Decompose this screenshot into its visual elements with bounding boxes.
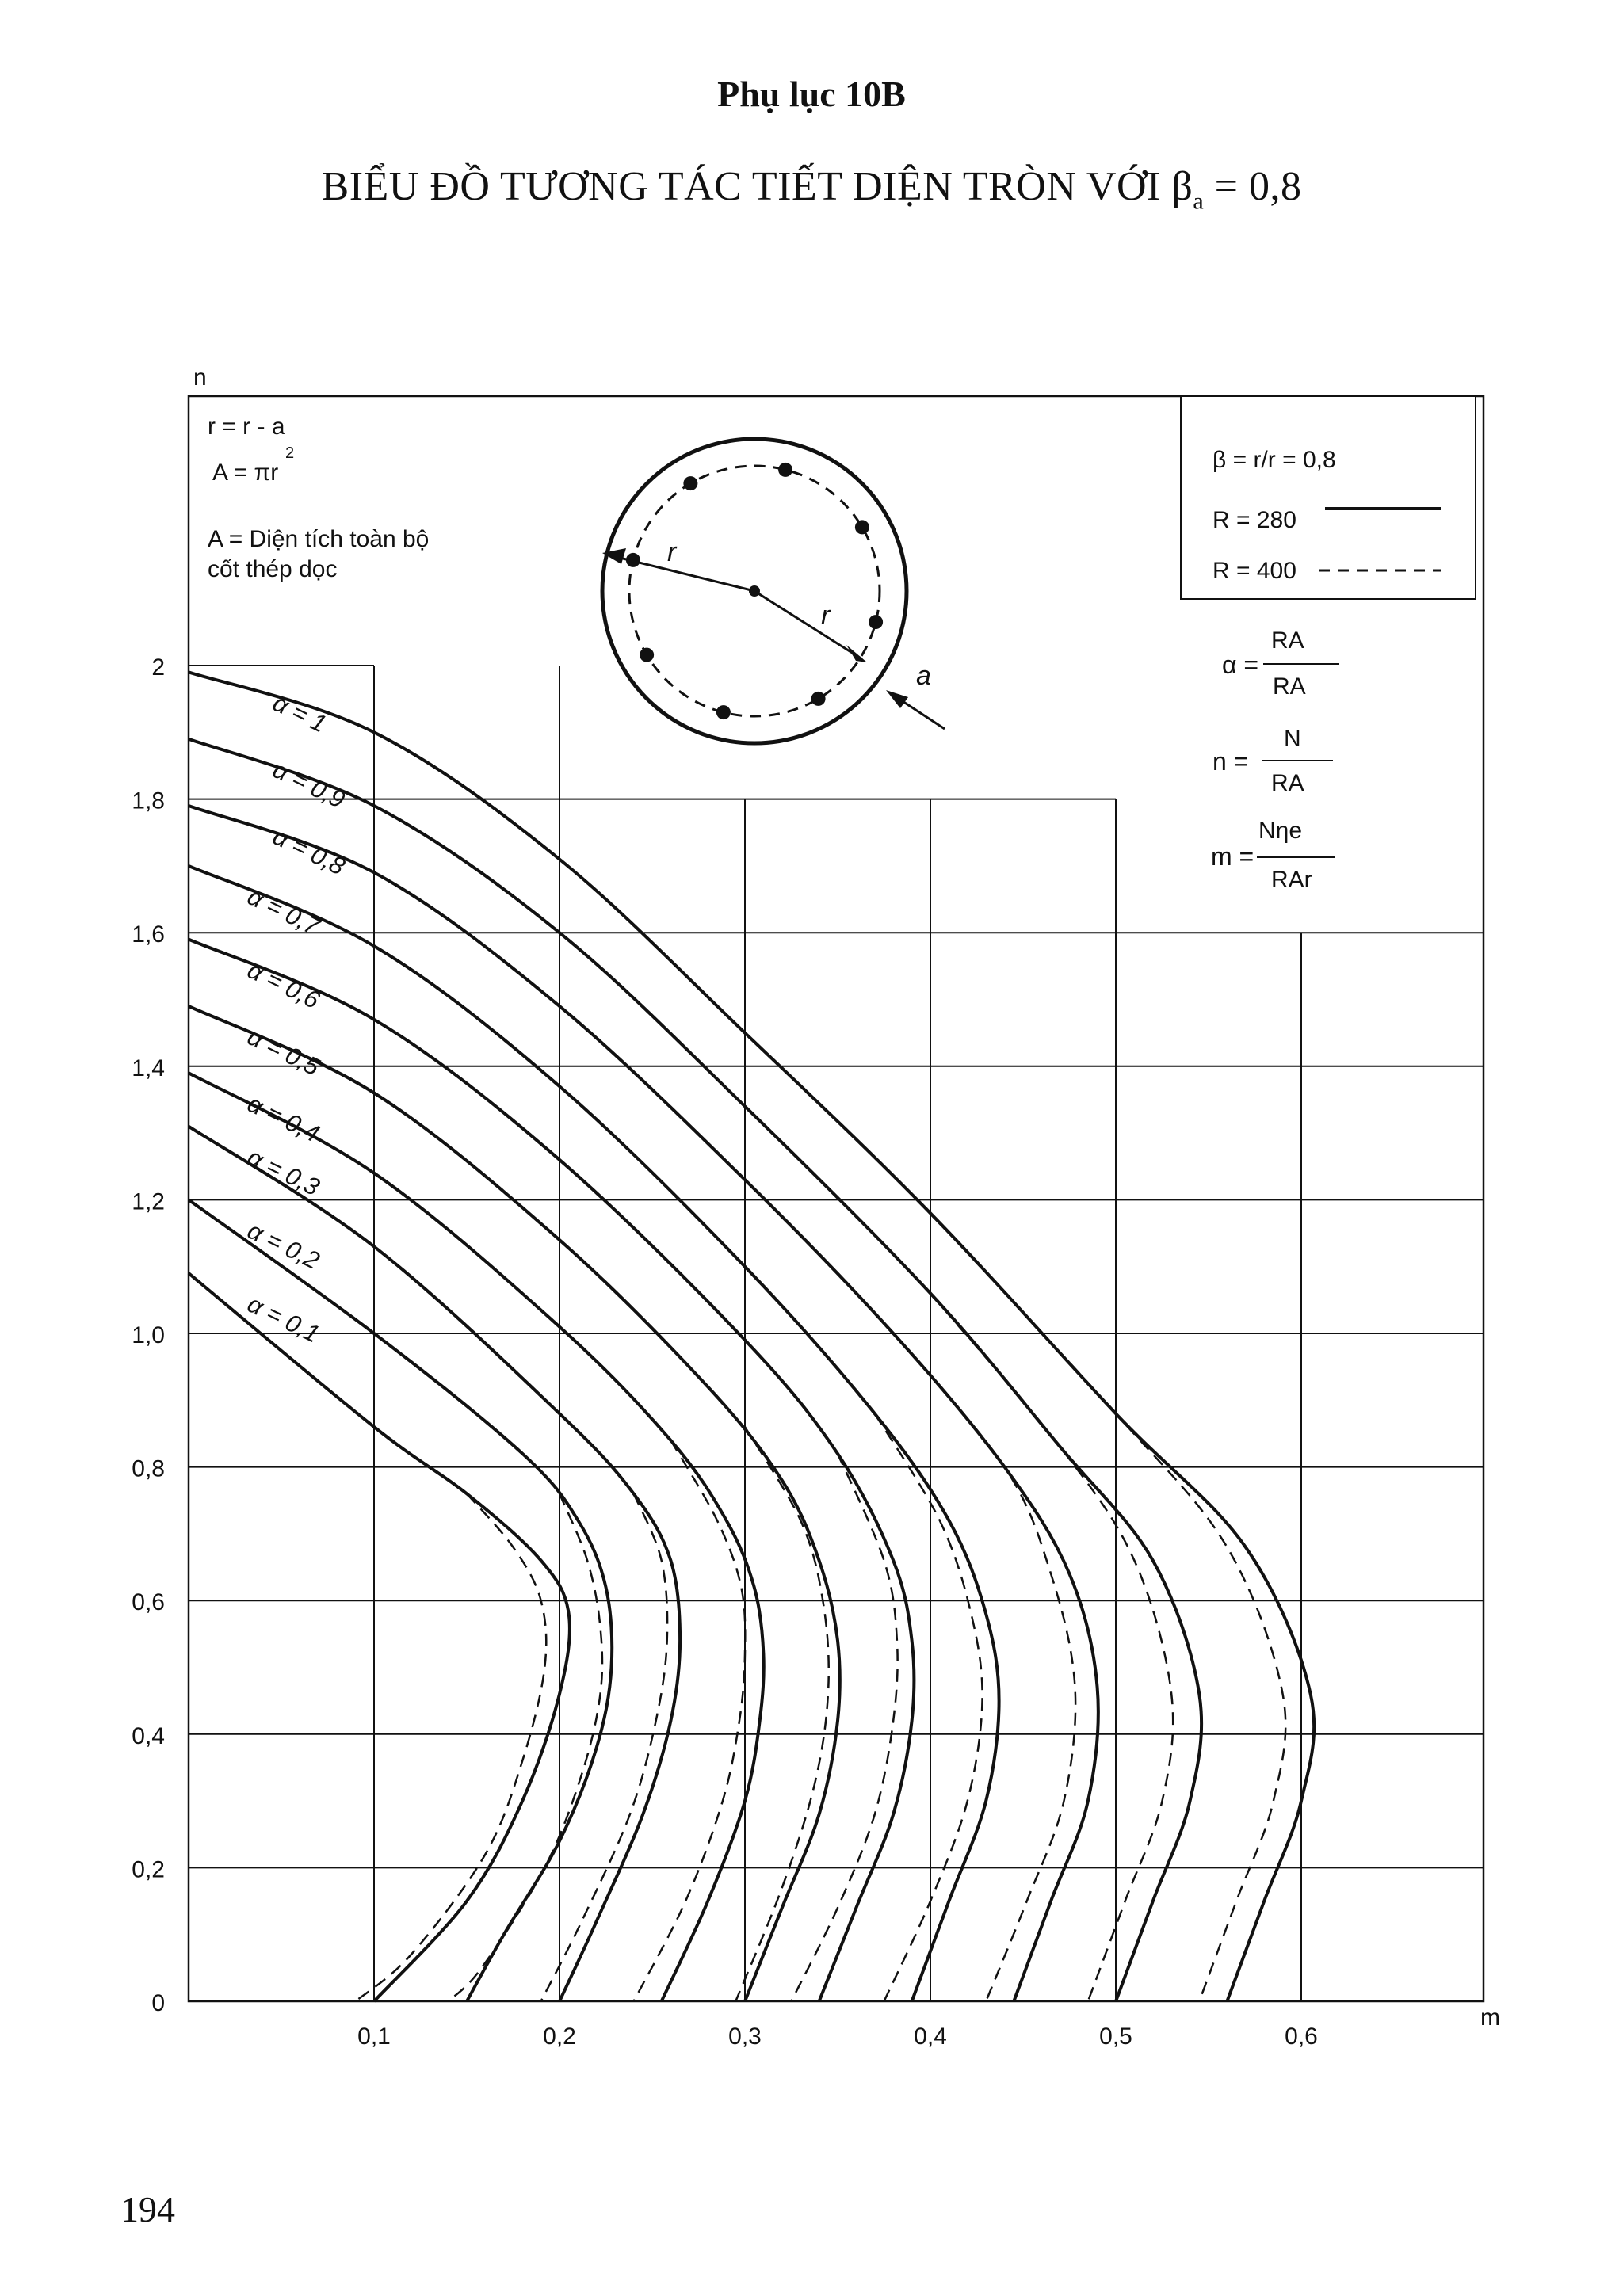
curve-label: α = 0,1 — [242, 1289, 324, 1348]
curve-label: α = 0,2 — [242, 1216, 324, 1275]
y-tick-label: 2 — [151, 654, 165, 681]
page-number: 194 — [120, 2189, 175, 2229]
title-main: BIỂU ĐỒ TƯƠNG TÁC TIẾT DIỆN TRÒN VỚI β — [321, 164, 1193, 209]
legend-beta: β = r/r = 0,8 — [1212, 447, 1336, 473]
x-axis-label: m — [1480, 2004, 1500, 2031]
note-area: A = πr — [212, 460, 279, 486]
curve-label: α = 0,4 — [242, 1089, 324, 1148]
formula-n-lhs: n = — [1212, 747, 1249, 776]
y-tick-label: 0,2 — [132, 1856, 165, 1883]
radius-ra-arrow — [754, 591, 862, 659]
label-a: a — [916, 661, 931, 691]
curve-label: α = 0,8 — [268, 822, 349, 881]
curve-rs280 — [189, 672, 1314, 2001]
formula-n-numerator: N — [1284, 726, 1301, 752]
curve-label: α = 0,6 — [242, 955, 324, 1015]
legend — [1181, 396, 1476, 599]
y-tick-label: 1,4 — [132, 1055, 165, 1081]
curve-rs400 — [875, 1413, 983, 2001]
y-tick-label: 1,0 — [132, 1322, 165, 1348]
y-tick-label: 1,2 — [132, 1188, 165, 1215]
x-tick-label: 0,2 — [543, 2023, 576, 2050]
curves — [189, 672, 1314, 2001]
y-tick-label: 1,8 — [132, 788, 165, 814]
rebar-dot — [716, 705, 731, 719]
curve-label: α = 0,7 — [242, 882, 324, 941]
cover-a-arrowhead — [886, 690, 908, 708]
curve-label: α = 1 — [268, 688, 331, 738]
formula-m-denominator: RAr — [1271, 867, 1312, 893]
axes — [132, 364, 1500, 2050]
note-ra: r = r - a — [208, 414, 285, 440]
note-ast-line2: cốt thép dọc — [208, 556, 338, 582]
curve-rs280 — [189, 1273, 570, 2001]
rebar-dot — [869, 615, 883, 629]
formula-m-lhs: m = — [1211, 842, 1254, 871]
rebar-dot — [683, 476, 697, 490]
y-tick-label: 0,6 — [132, 1589, 165, 1616]
y-tick-label: 0,8 — [132, 1455, 165, 1482]
legend-rs280-label: R = 280 — [1212, 507, 1296, 533]
section-center — [749, 585, 760, 597]
x-tick-label: 0,6 — [1285, 2023, 1318, 2050]
curve-rs280 — [189, 1006, 840, 2001]
curve-rs280 — [189, 940, 915, 2001]
rebar-dot — [812, 692, 826, 706]
circular-section-diagram — [602, 439, 945, 743]
formulas — [1211, 627, 1339, 893]
x-tick-label: 0,5 — [1099, 2023, 1132, 2050]
formula-n-denominator: RA — [1271, 770, 1304, 796]
curve-rs400 — [735, 1427, 828, 2001]
curve-rs400 — [356, 1493, 547, 2001]
curve-label: α = 0,9 — [268, 755, 349, 814]
x-tick-label: 0,4 — [914, 2023, 947, 2050]
rebar-dot — [640, 648, 654, 662]
formula-m-numerator: Nηe — [1258, 818, 1303, 844]
label-r: r — [667, 537, 677, 567]
y-tick-label: 0,4 — [132, 1722, 165, 1749]
definitions-notes — [208, 414, 429, 582]
y-tick-label: 0 — [151, 1990, 165, 2016]
note-ast-line1: A = Diện tích toàn bộ — [208, 526, 430, 552]
x-tick-label: 0,1 — [357, 2023, 391, 2050]
legend-rs400-label: R = 400 — [1212, 558, 1296, 584]
y-tick-label: 1,6 — [132, 921, 165, 948]
label-ra: r — [821, 601, 831, 631]
formula-alpha-numerator: RA — [1271, 627, 1304, 654]
curve-label: α = 0,5 — [242, 1022, 324, 1081]
rebar-dot — [778, 463, 792, 477]
curve-rs280 — [189, 1073, 764, 2001]
page-heading: Phụ lục 10B — [717, 74, 906, 114]
x-tick-label: 0,3 — [728, 2023, 762, 2050]
curve-label: α = 0,3 — [242, 1142, 324, 1202]
note-area-exponent: 2 — [285, 444, 295, 462]
y-axis-label: n — [193, 364, 207, 391]
title-subscript: a — [1193, 188, 1205, 215]
title-tail: = 0,8 — [1204, 164, 1302, 209]
rebar-dot — [855, 520, 869, 534]
formula-alpha-lhs: α = — [1222, 650, 1259, 679]
formula-alpha-denominator: RA — [1273, 673, 1306, 700]
radius-r-arrow — [607, 555, 754, 591]
